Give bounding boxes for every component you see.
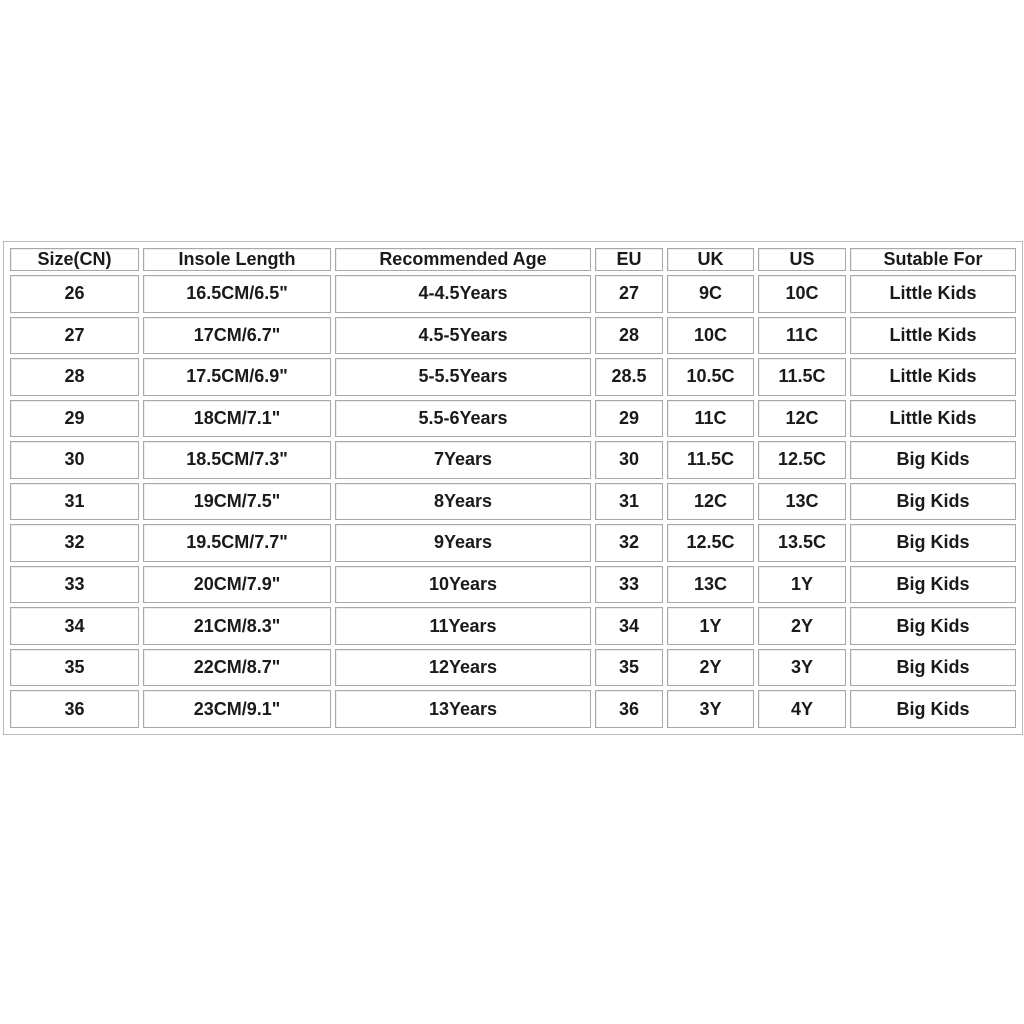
cell-eu-size: 30 xyxy=(595,441,663,479)
column-header-suitable-for: Sutable For xyxy=(850,248,1016,271)
cell-uk-size: 10.5C xyxy=(667,358,754,396)
column-header-uk-size: UK xyxy=(667,248,754,271)
cell-us-size: 13C xyxy=(758,483,846,521)
cell-recommended-age: 11Years xyxy=(335,607,591,645)
cell-eu-size: 36 xyxy=(595,690,663,728)
cell-us-size: 4Y xyxy=(758,690,846,728)
cell-size-cn: 35 xyxy=(10,649,139,687)
cell-eu-size: 35 xyxy=(595,649,663,687)
cell-insole-length: 17.5CM/6.9" xyxy=(143,358,331,396)
cell-insole-length: 18CM/7.1" xyxy=(143,400,331,438)
cell-size-cn: 27 xyxy=(10,317,139,355)
cell-uk-size: 9C xyxy=(667,275,754,313)
cell-recommended-age: 12Years xyxy=(335,649,591,687)
cell-suitable-for: Big Kids xyxy=(850,690,1016,728)
cell-eu-size: 32 xyxy=(595,524,663,562)
cell-size-cn: 34 xyxy=(10,607,139,645)
cell-recommended-age: 4.5-5Years xyxy=(335,317,591,355)
table-row xyxy=(10,483,1016,521)
size-chart-table-frame xyxy=(3,241,1023,735)
table-row xyxy=(10,358,1016,396)
column-header-eu-size: EU xyxy=(595,248,663,271)
cell-suitable-for: Little Kids xyxy=(850,358,1016,396)
cell-uk-size: 10C xyxy=(667,317,754,355)
cell-suitable-for: Big Kids xyxy=(850,483,1016,521)
cell-eu-size: 33 xyxy=(595,566,663,604)
table-row xyxy=(10,317,1016,355)
cell-recommended-age: 8Years xyxy=(335,483,591,521)
cell-insole-length: 16.5CM/6.5" xyxy=(143,275,331,313)
table-row xyxy=(10,441,1016,479)
cell-size-cn: 26 xyxy=(10,275,139,313)
table-row xyxy=(10,524,1016,562)
cell-uk-size: 12C xyxy=(667,483,754,521)
cell-eu-size: 27 xyxy=(595,275,663,313)
column-header-size-cn: Size(CN) xyxy=(10,248,139,271)
cell-us-size: 3Y xyxy=(758,649,846,687)
cell-suitable-for: Big Kids xyxy=(850,441,1016,479)
cell-insole-length: 21CM/8.3" xyxy=(143,607,331,645)
table-row xyxy=(10,607,1016,645)
cell-insole-length: 19CM/7.5" xyxy=(143,483,331,521)
cell-us-size: 2Y xyxy=(758,607,846,645)
cell-us-size: 12.5C xyxy=(758,441,846,479)
cell-uk-size: 12.5C xyxy=(667,524,754,562)
cell-insole-length: 18.5CM/7.3" xyxy=(143,441,331,479)
cell-size-cn: 30 xyxy=(10,441,139,479)
size-chart-header xyxy=(10,248,1016,271)
cell-recommended-age: 5-5.5Years xyxy=(335,358,591,396)
column-header-recommended-age: Recommended Age xyxy=(335,248,591,271)
cell-suitable-for: Little Kids xyxy=(850,275,1016,313)
cell-recommended-age: 7Years xyxy=(335,441,591,479)
cell-insole-length: 19.5CM/7.7" xyxy=(143,524,331,562)
cell-recommended-age: 4-4.5Years xyxy=(335,275,591,313)
cell-size-cn: 33 xyxy=(10,566,139,604)
cell-eu-size: 28.5 xyxy=(595,358,663,396)
cell-insole-length: 23CM/9.1" xyxy=(143,690,331,728)
size-chart-table xyxy=(6,244,1020,732)
cell-uk-size: 11C xyxy=(667,400,754,438)
cell-insole-length: 17CM/6.7" xyxy=(143,317,331,355)
cell-insole-length: 20CM/7.9" xyxy=(143,566,331,604)
cell-suitable-for: Big Kids xyxy=(850,566,1016,604)
cell-suitable-for: Big Kids xyxy=(850,607,1016,645)
cell-uk-size: 13C xyxy=(667,566,754,604)
cell-recommended-age: 5.5-6Years xyxy=(335,400,591,438)
cell-uk-size: 11.5C xyxy=(667,441,754,479)
cell-insole-length: 22CM/8.7" xyxy=(143,649,331,687)
cell-us-size: 11C xyxy=(758,317,846,355)
column-header-insole-length: Insole Length xyxy=(143,248,331,271)
cell-uk-size: 1Y xyxy=(667,607,754,645)
cell-size-cn: 36 xyxy=(10,690,139,728)
cell-suitable-for: Big Kids xyxy=(850,524,1016,562)
cell-us-size: 11.5C xyxy=(758,358,846,396)
table-row xyxy=(10,275,1016,313)
cell-recommended-age: 10Years xyxy=(335,566,591,604)
cell-us-size: 10C xyxy=(758,275,846,313)
cell-suitable-for: Little Kids xyxy=(850,400,1016,438)
cell-us-size: 12C xyxy=(758,400,846,438)
cell-recommended-age: 13Years xyxy=(335,690,591,728)
cell-size-cn: 31 xyxy=(10,483,139,521)
table-row xyxy=(10,566,1016,604)
cell-eu-size: 34 xyxy=(595,607,663,645)
cell-eu-size: 28 xyxy=(595,317,663,355)
cell-suitable-for: Big Kids xyxy=(850,649,1016,687)
column-header-us-size: US xyxy=(758,248,846,271)
size-chart-body xyxy=(10,275,1016,728)
cell-us-size: 13.5C xyxy=(758,524,846,562)
table-row xyxy=(10,690,1016,728)
cell-suitable-for: Little Kids xyxy=(850,317,1016,355)
cell-us-size: 1Y xyxy=(758,566,846,604)
cell-size-cn: 32 xyxy=(10,524,139,562)
cell-eu-size: 29 xyxy=(595,400,663,438)
cell-eu-size: 31 xyxy=(595,483,663,521)
cell-recommended-age: 9Years xyxy=(335,524,591,562)
cell-size-cn: 29 xyxy=(10,400,139,438)
cell-size-cn: 28 xyxy=(10,358,139,396)
header-row xyxy=(10,248,1016,271)
cell-uk-size: 3Y xyxy=(667,690,754,728)
cell-uk-size: 2Y xyxy=(667,649,754,687)
table-row xyxy=(10,400,1016,438)
table-row xyxy=(10,649,1016,687)
